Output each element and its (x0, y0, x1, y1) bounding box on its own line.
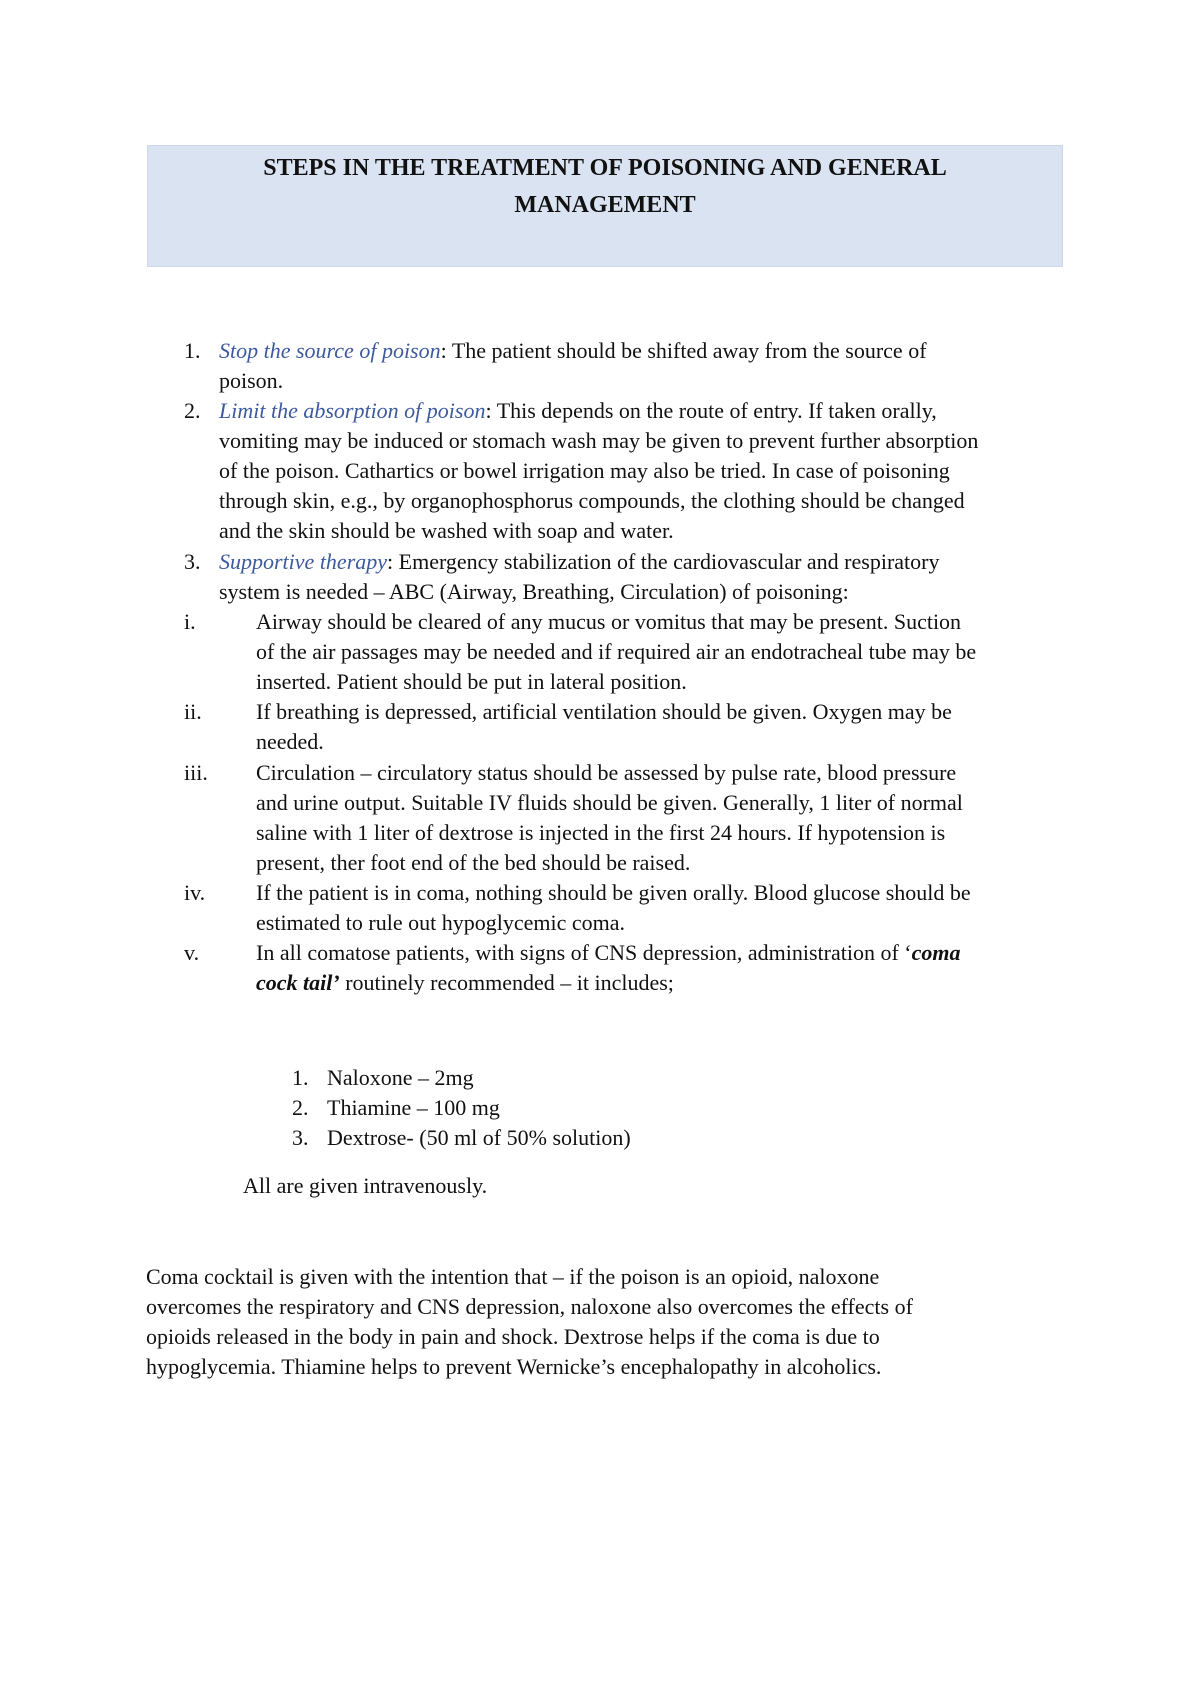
step-text: through skin, e.g., by organophosphorus compounds, the clothing should be changed (219, 488, 965, 513)
step-text: and the skin should be washed with soap and water. (219, 518, 674, 543)
cocktail-text: Thiamine – 100 mg (327, 1095, 500, 1120)
cocktail-number: 3. (292, 1125, 309, 1150)
title-line-1: STEPS IN THE TREATMENT OF POISONING AND GENERAL (263, 155, 947, 181)
paragraph-line: hypoglycemia. Thiamine helps to prevent Wernicke’s encephalopathy in alcoholics. (146, 1354, 882, 1379)
substep-text: routinely recommended – it includes; (339, 970, 674, 995)
closing-paragraph (146, 1262, 913, 1382)
step-text: : This depends on the route of entry. If taken orally, (485, 398, 937, 423)
cocktail-text: Dextrose- (50 ml of 50% solution) (327, 1125, 631, 1150)
title-box (147, 145, 1063, 267)
paragraph-line: overcomes the respiratory and CNS depression, naloxone also overcomes the effects of (146, 1294, 913, 1319)
substep-text: present, ther foot end of the bed should be raised. (256, 850, 691, 875)
step-text: system is needed – ABC (Airway, Breathing, Circulation) of poisoning: (219, 579, 849, 604)
substep-numeral: v. (184, 940, 200, 965)
substep-text: Circulation – circulatory status should be assessed by pulse rate, blood pressure (256, 760, 957, 785)
cocktail-text: Naloxone – 2mg (327, 1065, 474, 1090)
title-line-2: MANAGEMENT (514, 192, 696, 218)
step-number: 1. (184, 338, 201, 363)
coma-cocktail-term: cock tail’ (256, 970, 340, 995)
step-text: : The patient should be shifted away from the source of (440, 338, 927, 363)
substep-numeral: iii. (184, 760, 208, 785)
substep-numeral: iv. (184, 880, 206, 905)
substep-text: If breathing is depressed, artificial ventilation should be given. Oxygen may be (256, 699, 952, 724)
paragraph-line: Coma cocktail is given with the intention that – if the poison is an opioid, naloxone (146, 1264, 880, 1289)
step-heading: Limit the absorption of poison (219, 398, 486, 423)
substep-text: In all comatose patients, with signs of CNS depression, administration of ‘ (256, 940, 912, 965)
coma-cocktail-term: coma (911, 940, 961, 965)
step-number: 3. (184, 549, 201, 574)
substep-text: needed. (256, 729, 324, 754)
substep-text: and urine output. Suitable IV fluids should be given. Generally, 1 liter of normal (256, 790, 963, 815)
paragraph-line: opioids released in the body in pain and shock. Dextrose helps if the coma is due to (146, 1324, 880, 1349)
cocktail-number: 1. (292, 1065, 309, 1090)
step-text: poison. (219, 368, 284, 393)
step-text: : Emergency stabilization of the cardiovascular and respiratory (387, 549, 940, 574)
substep-text: saline with 1 liter of dextrose is injected in the first 24 hours. If hypotension is (256, 820, 946, 845)
substep-text: If the patient is in coma, nothing should be given orally. Blood glucose should be (256, 880, 971, 905)
step-text: vomiting may be induced or stomach wash may be given to prevent further absorption (219, 428, 979, 453)
all-given-note: All are given intravenously. (243, 1173, 488, 1198)
substep-text: estimated to rule out hypoglycemic coma. (256, 910, 626, 935)
step-heading: Stop the source of poison (219, 338, 441, 363)
step-text: of the poison. Cathartics or bowel irrigation may also be tried. In case of poisoning (219, 458, 950, 483)
substep-text: of the air passages may be needed and if required air an endotracheal tube may be (256, 639, 977, 664)
substep-numeral: i. (184, 609, 196, 634)
step-number: 2. (184, 398, 201, 423)
step-heading: Supportive therapy (219, 549, 388, 574)
cocktail-number: 2. (292, 1095, 309, 1120)
substep-text: inserted. Patient should be put in lateral position. (256, 669, 687, 694)
substep-numeral: ii. (184, 699, 202, 724)
substep-text: Airway should be cleared of any mucus or vomitus that may be present. Suction (256, 609, 962, 634)
